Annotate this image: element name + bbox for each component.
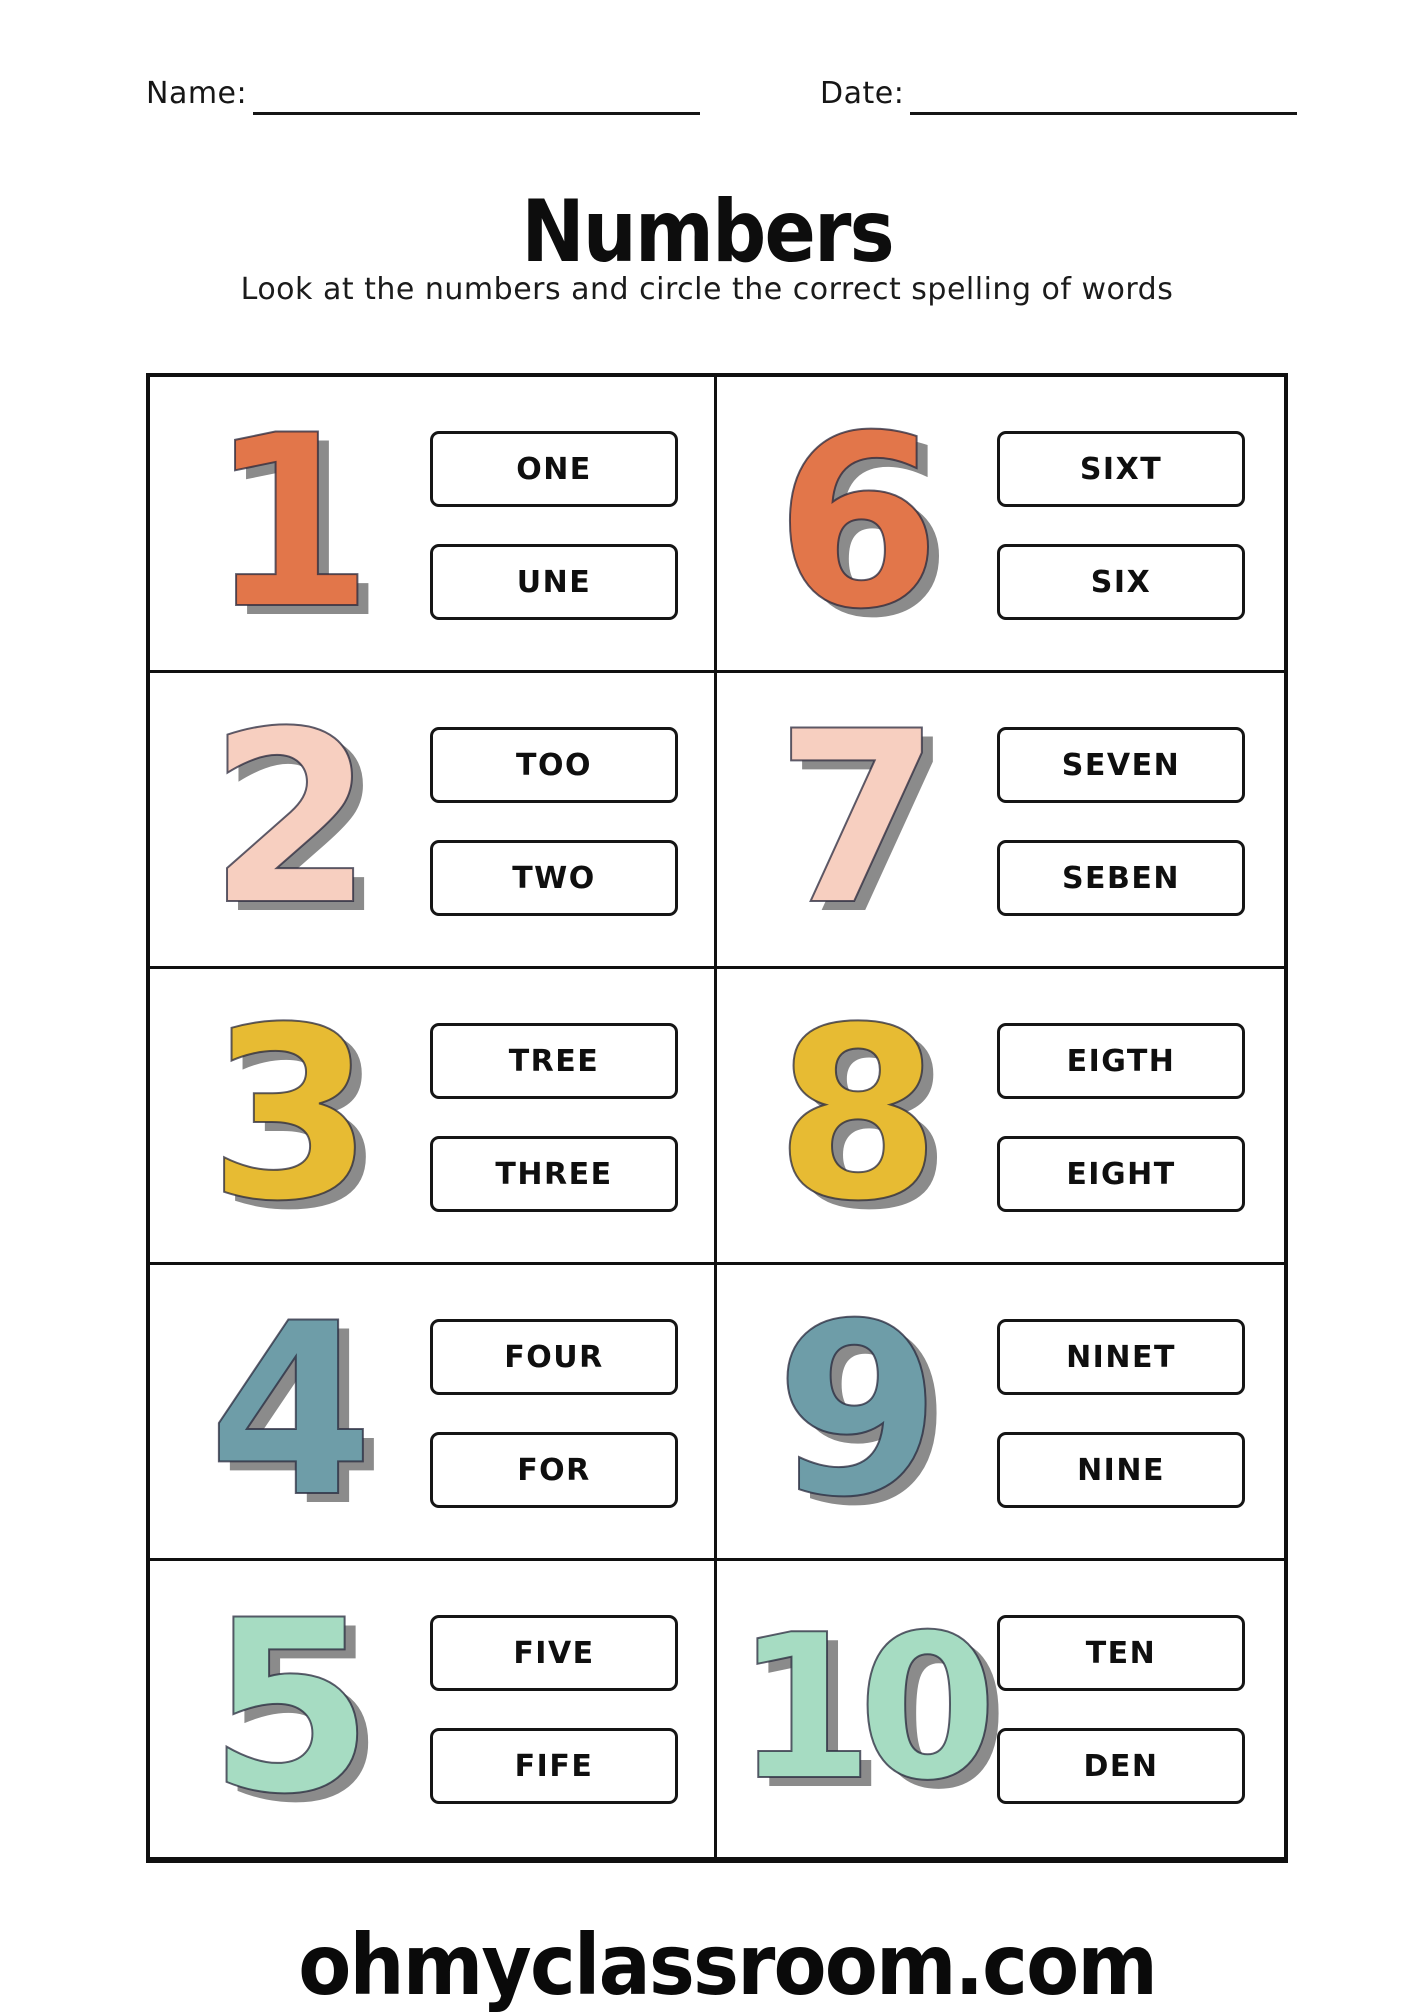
option-box[interactable]: FOUR [430,1319,678,1395]
option-box[interactable]: SEBEN [997,840,1245,916]
option-box[interactable]: NINE [997,1432,1245,1508]
option-box[interactable]: TWO [430,840,678,916]
date-input-line[interactable] [910,84,1297,115]
number-graphic: 6 [775,384,941,662]
number-cell [717,673,1284,969]
option-list [997,1615,1245,1804]
number-graphic: 4 [208,1272,374,1550]
number-graphic: 9 [775,1272,941,1550]
option-box[interactable]: SIX [997,544,1245,620]
number-cell [150,1561,717,1857]
number-cell [717,377,1284,673]
instructions-text: Look at the numbers and circle the correct spelling of words [240,272,1174,307]
option-box[interactable]: SIXT [997,431,1245,507]
number-graphic: 7 [775,680,941,958]
option-box[interactable]: FIVE [430,1615,678,1691]
option-list [430,1615,678,1804]
option-box[interactable]: UNE [430,544,678,620]
option-box[interactable]: TEN [997,1615,1245,1691]
number-cell [717,1561,1284,1857]
number-cell [150,377,717,673]
option-list [997,431,1245,620]
number-graphic: 10 [734,1592,982,1825]
option-box[interactable]: THREE [430,1136,678,1212]
option-box[interactable]: NINET [997,1319,1245,1395]
worksheet-grid [146,373,1288,1863]
option-box[interactable]: FOR [430,1432,678,1508]
option-list [997,727,1245,916]
option-box[interactable]: TOO [430,727,678,803]
option-list [430,1023,678,1212]
number-cell [150,1265,717,1561]
option-list [430,431,678,620]
option-list [430,1319,678,1508]
option-list [997,1023,1245,1212]
option-box[interactable]: TREE [430,1023,678,1099]
date-label: Date: [820,76,905,111]
option-box[interactable]: EIGTH [997,1023,1245,1099]
name-label: Name: [146,76,248,111]
option-box[interactable]: FIFE [430,1728,678,1804]
number-graphic: 2 [208,680,374,958]
option-list [997,1319,1245,1508]
number-cell [150,673,717,969]
number-graphic: 1 [208,384,374,662]
option-box[interactable]: ONE [430,431,678,507]
number-cell [717,1265,1284,1561]
number-cell [717,969,1284,1265]
option-box[interactable]: EIGHT [997,1136,1245,1212]
name-input-line[interactable] [253,84,700,115]
number-graphic: 5 [208,1570,374,1847]
page-title: Numbers [521,182,893,282]
number-cell [150,969,717,1265]
number-graphic: 8 [775,976,941,1254]
option-box[interactable]: SEVEN [997,727,1245,803]
option-list [430,727,678,916]
number-graphic: 3 [208,976,374,1254]
option-box[interactable]: DEN [997,1728,1245,1804]
footer-website: ohmyclassroom.com [298,1916,1156,2014]
